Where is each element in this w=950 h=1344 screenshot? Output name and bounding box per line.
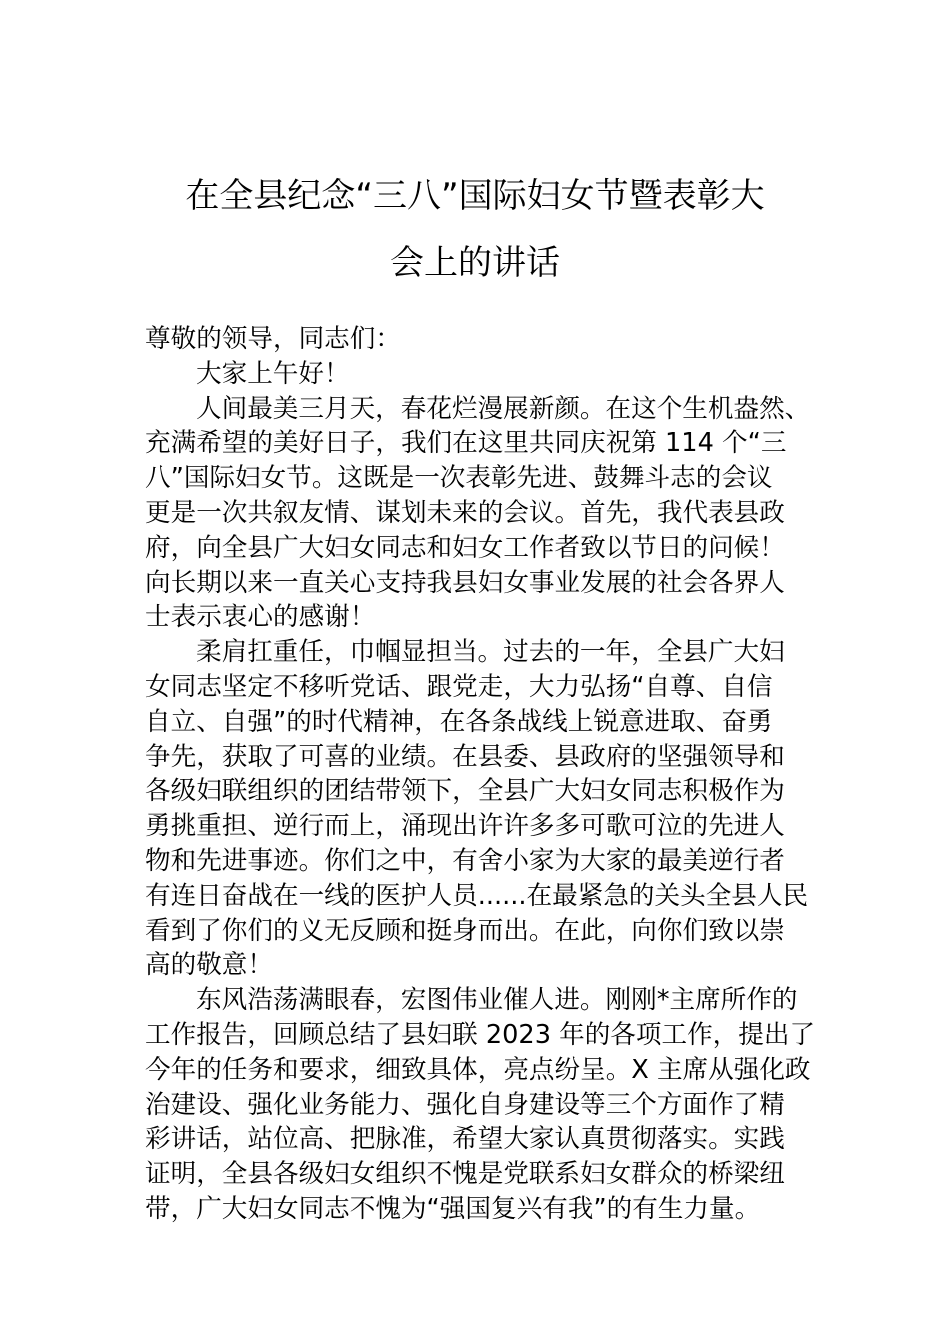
text-line: 柔肩扛重任，巾帼显担当。过去的一年，全县广大妇 [196, 637, 785, 668]
text-line: 东风浩荡满眼春，宏图伟业催人进。刚刚*主席所作的 [196, 985, 798, 1016]
text-line: 今年的任务和要求，细致具体，亮点纷呈。X 主席从强化政 [145, 1054, 811, 1085]
text-line: 各级妇联组织的团结带领下，全县广大妇女同志积极作为 [145, 776, 785, 807]
text-line: 有连日奋战在一线的医护人员......在最紧急的关头全县人民 [145, 880, 809, 911]
text-line: 人间最美三月天，春花烂漫展新颜。在这个生机盎然、 [196, 393, 811, 424]
text-line: 彩讲话，站位高、把脉准，希望大家认真贯彻落实。实践 [145, 1124, 785, 1155]
text-line: 治建设、强化业务能力、强化自身建设等三个方面作了精 [145, 1089, 785, 1120]
text-line: 争先，获取了可喜的业绩。在县委、县政府的坚强领导和 [145, 741, 785, 772]
text-line: 女同志坚定不移听党话、跟党走，大力弘扬“自尊、自信 [145, 671, 773, 702]
text-line: 带，广大妇女同志不愧为“强国复兴有我”的有生力量。 [145, 1193, 761, 1224]
text-line: 自立、自强”的时代精神，在各条战线上锐意进取、奋勇 [145, 706, 773, 737]
text-line: 八”国际妇女节。这既是一次表彰先进、鼓舞斗志的会议 [145, 463, 773, 494]
document-title-line-2: 会上的讲话 [390, 243, 560, 283]
text-line: 证明，全县各级妇女组织不愧是党联系妇女群众的桥梁纽 [145, 1159, 785, 1190]
text-line: 府，向全县广大妇女同志和妇女工作者致以节日的问候！ [145, 532, 785, 563]
document-title-line-1: 在全县纪念“三八”国际妇女节暨表彰大 [185, 176, 765, 216]
text-line: 物和先进事迹。你们之中，有舍小家为大家的最美逆行者 [145, 845, 785, 876]
document-body [145, 322, 815, 1227]
text-line: 充满希望的美好日子，我们在这里共同庆祝第 114 个“三 [145, 428, 787, 459]
text-line: 工作报告，回顾总结了县妇联 2023 年的各项工作，提出了 [145, 1019, 816, 1050]
text-line: 勇挑重担、逆行而上，涌现出许许多多可歌可泣的先进人 [145, 811, 785, 842]
text-line: 高的敬意！ [145, 950, 273, 981]
text-line: 更是一次共叙友情、谋划未来的会议。首先，我代表县政 [145, 497, 785, 528]
text-line: 看到了你们的义无反顾和挺身而出。在此，向你们致以崇 [145, 915, 785, 946]
text-line: 尊敬的领导，同志们： [145, 324, 401, 354]
text-line: 向长期以来一直关心支持我县妇女事业发展的社会各界人 [145, 567, 785, 598]
text-line: 大家上午好！ [196, 358, 350, 389]
text-line: 士表示衷心的感谢！ [145, 602, 376, 633]
